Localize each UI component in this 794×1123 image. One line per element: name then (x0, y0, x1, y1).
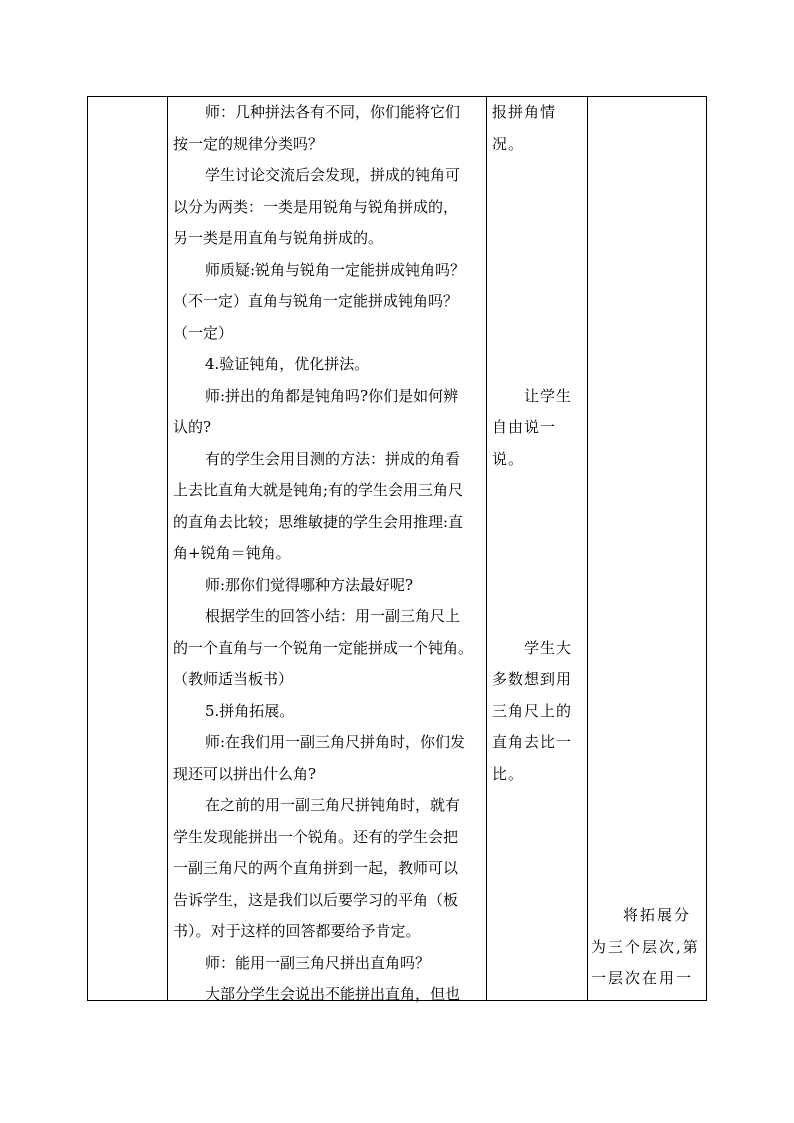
note-line (492, 538, 584, 570)
text-line: 师：几种拼法各有不同，你们能将它们 (205, 103, 461, 121)
note-line (492, 349, 584, 381)
text-line: 学生讨论交流后会发现，拼成的钝角可 (205, 166, 461, 184)
text-line: 学生发现能拼出一个锐角。还有的学生会把 (173, 827, 459, 846)
note-line (492, 223, 584, 255)
note-line (492, 192, 584, 224)
lesson-table (87, 96, 707, 1001)
text-line: 的一个直角与一个锐角一定能拼成一个钝角。 (173, 638, 474, 657)
text-line: 有的学生会用目测的方法：拼成的角看 (205, 449, 461, 468)
text-line: 师:那你们觉得哪种方法最好呢? (205, 575, 414, 594)
note-line (492, 160, 584, 192)
column-divider (587, 97, 588, 1000)
remark-line: 一层次在用一 (591, 969, 694, 987)
text-line: 师：能用一副三角尺拼出直角吗？ (205, 953, 431, 972)
column-divider (486, 97, 487, 1000)
text-line: （教师适当板书） (173, 670, 294, 688)
note-line (492, 475, 584, 507)
note-line: 让学生 (524, 386, 573, 405)
note-line (492, 570, 584, 602)
note-line: 直角去比一 (492, 733, 573, 751)
text-line: 一副三角尺的两个直角拼到一起，教师可以 (173, 859, 459, 877)
text-line: 的直角去比较；思维敏捷的学生会用推理:直 (173, 512, 464, 531)
text-line: 在之前的用一副三角尺拼钝角时，就有 (205, 796, 461, 814)
text-line: 师:在我们用一副三角尺拼角时，你们发 (205, 733, 466, 751)
teaching-process-column (168, 97, 484, 1011)
note-line (492, 255, 584, 287)
text-line: 按一定的规律分类吗？ (173, 134, 324, 153)
text-line: 师:拼出的角都是钝角吗?你们是如何辨 (205, 386, 459, 405)
note-line: 自由说一说。 (492, 418, 557, 468)
text-line: 现还可以拼出什么角? (173, 764, 317, 783)
text-line: 另一类是用直角与锐角拼成的。 (173, 229, 384, 247)
text-line: 根据学生的回答小结：用一副三角尺上 (205, 607, 461, 625)
note-line: 学生大 (524, 638, 573, 657)
remark-line: 将拓展分 (623, 906, 692, 924)
text-line: 告诉学生，这是我们以后要学习的平角（板 (173, 890, 459, 909)
text-line: 上去比直角大就是钝角;有的学生会用三角尺 (173, 481, 464, 499)
remarks-column (591, 900, 706, 995)
note-line (492, 286, 584, 318)
note-line: 多数想到用 (492, 670, 573, 688)
note-line (492, 318, 584, 350)
text-line: 大部分学生会说出不能拼出直角，但也 (205, 985, 461, 1003)
text-line: 4.验证钝角，优化拼法。 (205, 355, 370, 373)
text-line: 认的? (173, 418, 212, 436)
text-line: 5.拼角拓展。 (205, 701, 295, 720)
note-line (492, 507, 584, 539)
design-intent-column (492, 97, 584, 790)
text-line: 角+锐角＝钝角。 (173, 544, 291, 562)
text-line: （不一定）直角与锐角一定能拼成钝角吗？ (173, 292, 459, 310)
note-line: 三角尺上的 (492, 701, 573, 720)
note-line: 比。 (492, 764, 525, 783)
text-line: 师质疑:锐角与锐角一定能拼成钝角吗？ (205, 260, 466, 279)
note-line (492, 601, 584, 633)
text-line: 书）。对于这样的回答都要给予肯定。 (173, 922, 421, 940)
remark-line: 为三个层次,第 (591, 937, 700, 956)
note-line: 报拼角情况。 (492, 103, 557, 153)
text-line: （一定） (173, 323, 234, 342)
text-line: 以分为两类：一类是用锐角与锐角拼成的， (173, 197, 459, 216)
